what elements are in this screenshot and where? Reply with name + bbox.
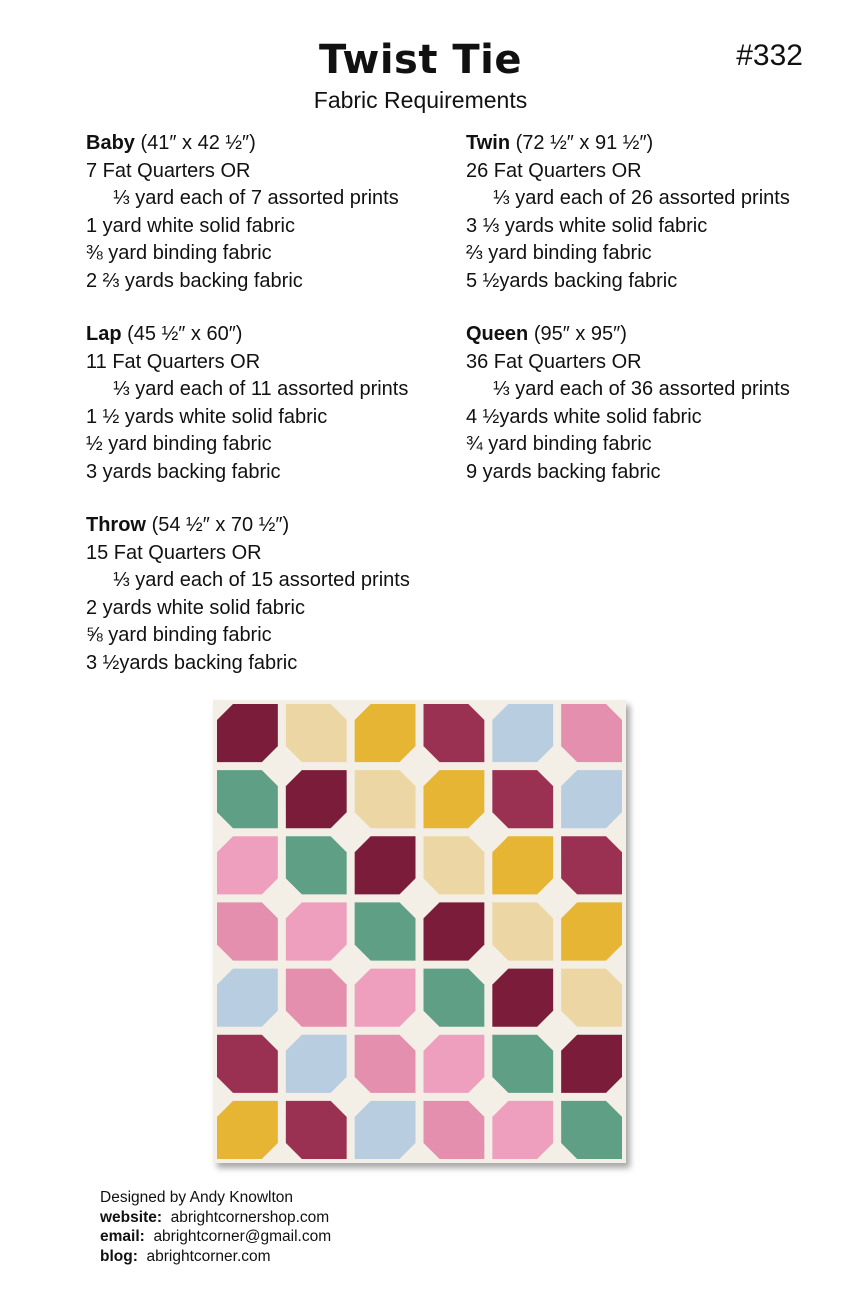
quilt-block	[561, 770, 622, 828]
size-block-lap	[86, 321, 456, 486]
fabric-item: 5 ½yards backing fabric	[466, 269, 678, 292]
quilt-block	[217, 704, 278, 762]
blog-label: blog:	[100, 1247, 138, 1265]
quilt-block	[286, 1035, 347, 1093]
size-dims: (95″ x 95″)	[533, 323, 627, 345]
fabric-item: 11 Fat Quarters OR	[86, 350, 261, 373]
fabric-item: 3 ½yards backing fabric	[86, 651, 298, 674]
quilt-block	[492, 836, 553, 894]
fabric-item: ¾ yard binding fabric	[466, 433, 652, 455]
fabric-item: ⅝ yard binding fabric	[86, 624, 272, 646]
page-subtitle: Fabric Requirements	[313, 87, 528, 113]
size-block-twin	[466, 130, 836, 295]
fabric-item: 7 Fat Quarters OR	[86, 159, 251, 182]
size-dims: (54 ½″ x 70 ½″)	[151, 514, 290, 536]
quilt-block	[217, 969, 278, 1027]
size-heading	[86, 512, 456, 540]
quilt-block	[492, 969, 553, 1027]
size-heading	[86, 130, 456, 158]
quilt-block	[286, 704, 347, 762]
quilt-block	[561, 969, 622, 1027]
quilt-block	[355, 770, 416, 828]
quilt-block	[424, 836, 485, 894]
website-link[interactable]: abrightcornershop.com	[170, 1208, 330, 1226]
fabric-item: ⅓ yard each of 7 assorted prints	[113, 187, 399, 209]
quilt-illustration	[213, 700, 626, 1163]
quilt-block	[286, 836, 347, 894]
size-block-throw	[86, 512, 456, 677]
quilt-block	[492, 1035, 553, 1093]
fabric-item: ⅓ yard each of 15 assorted prints	[113, 569, 410, 591]
quilt-block	[424, 704, 485, 762]
quilt-block	[217, 770, 278, 828]
quilt-block	[492, 770, 553, 828]
left-column	[86, 130, 456, 703]
quilt-block	[355, 1035, 416, 1093]
size-name: Lap	[86, 323, 122, 345]
quilt-block	[355, 902, 416, 960]
size-block-baby	[86, 130, 456, 295]
blog-link[interactable]: abrightcorner.com	[146, 1247, 271, 1265]
fabric-item: ⅓ yard each of 26 assorted prints	[493, 187, 790, 209]
website-label: website:	[100, 1208, 163, 1226]
fabric-item: 3 ⅓ yards white solid fabric	[466, 214, 708, 237]
size-heading	[466, 130, 836, 158]
fabric-item: 26 Fat Quarters OR	[466, 159, 642, 182]
size-block-queen	[466, 321, 836, 486]
right-column	[466, 130, 836, 512]
fabric-item: 15 Fat Quarters OR	[86, 541, 262, 564]
quilt-block	[286, 969, 347, 1027]
quilt-block	[355, 836, 416, 894]
size-name: Throw	[86, 514, 146, 536]
quilt-block	[286, 770, 347, 828]
quilt-block	[355, 969, 416, 1027]
fabric-item: ⅔ yard binding fabric	[466, 242, 652, 264]
size-heading	[86, 321, 456, 349]
quilt-block	[561, 1035, 622, 1093]
quilt-block	[492, 1101, 553, 1159]
fabric-item: ⅓ yard each of 36 assorted prints	[493, 378, 790, 400]
pattern-number: #332	[736, 39, 803, 72]
size-name: Twin	[466, 132, 511, 154]
email-label: email:	[100, 1228, 145, 1245]
quilt-block	[355, 704, 416, 762]
fabric-item: 4 ½yards white solid fabric	[466, 405, 702, 428]
pattern-title: Twist Tie	[318, 37, 523, 83]
credits	[100, 1188, 331, 1266]
fabric-item: 2 yards white solid fabric	[86, 596, 305, 619]
quilt-block	[424, 770, 485, 828]
quilt-block	[561, 704, 622, 762]
email-line	[100, 1227, 331, 1247]
website-line	[100, 1208, 331, 1228]
quilt-block	[492, 704, 553, 762]
fabric-item: 1 ½ yards white solid fabric	[86, 405, 328, 428]
size-heading	[466, 321, 836, 349]
quilt-block	[217, 1035, 278, 1093]
quilt-block	[561, 902, 622, 960]
quilt-block	[424, 1101, 485, 1159]
quilt-block	[424, 902, 485, 960]
size-name: Baby	[86, 132, 135, 154]
fabric-item: 2 ⅔ yards backing fabric	[86, 269, 303, 292]
quilt-photo	[213, 700, 626, 1163]
fabric-item: 36 Fat Quarters OR	[466, 350, 642, 373]
fabric-item: 9 yards backing fabric	[466, 460, 661, 483]
quilt-block	[424, 1035, 485, 1093]
size-dims: (45 ½″ x 60″)	[127, 323, 243, 345]
fabric-item: ½ yard binding fabric	[86, 433, 272, 455]
fabric-item: 1 yard white solid fabric	[86, 214, 295, 237]
size-dims: (72 ½″ x 91 ½″)	[515, 132, 654, 154]
size-name: Queen	[466, 323, 529, 345]
quilt-block	[217, 902, 278, 960]
fabric-item: ⅜ yard binding fabric	[86, 242, 272, 264]
fabric-item: ⅓ yard each of 11 assorted prints	[113, 378, 409, 400]
quilt-block	[492, 902, 553, 960]
quilt-block	[217, 1101, 278, 1159]
quilt-block	[217, 836, 278, 894]
email-link[interactable]: abrightcorner@gmail.com	[153, 1228, 332, 1245]
quilt-block	[561, 836, 622, 894]
quilt-block	[561, 1101, 622, 1159]
quilt-block	[424, 969, 485, 1027]
blog-line	[100, 1247, 331, 1267]
quilt-block	[355, 1101, 416, 1159]
quilt-block	[286, 902, 347, 960]
quilt-block	[286, 1101, 347, 1159]
size-dims: (41″ x 42 ½″)	[140, 132, 256, 154]
fabric-item: 3 yards backing fabric	[86, 460, 281, 483]
designer-credit: Designed by Andy Knowlton	[100, 1189, 294, 1206]
